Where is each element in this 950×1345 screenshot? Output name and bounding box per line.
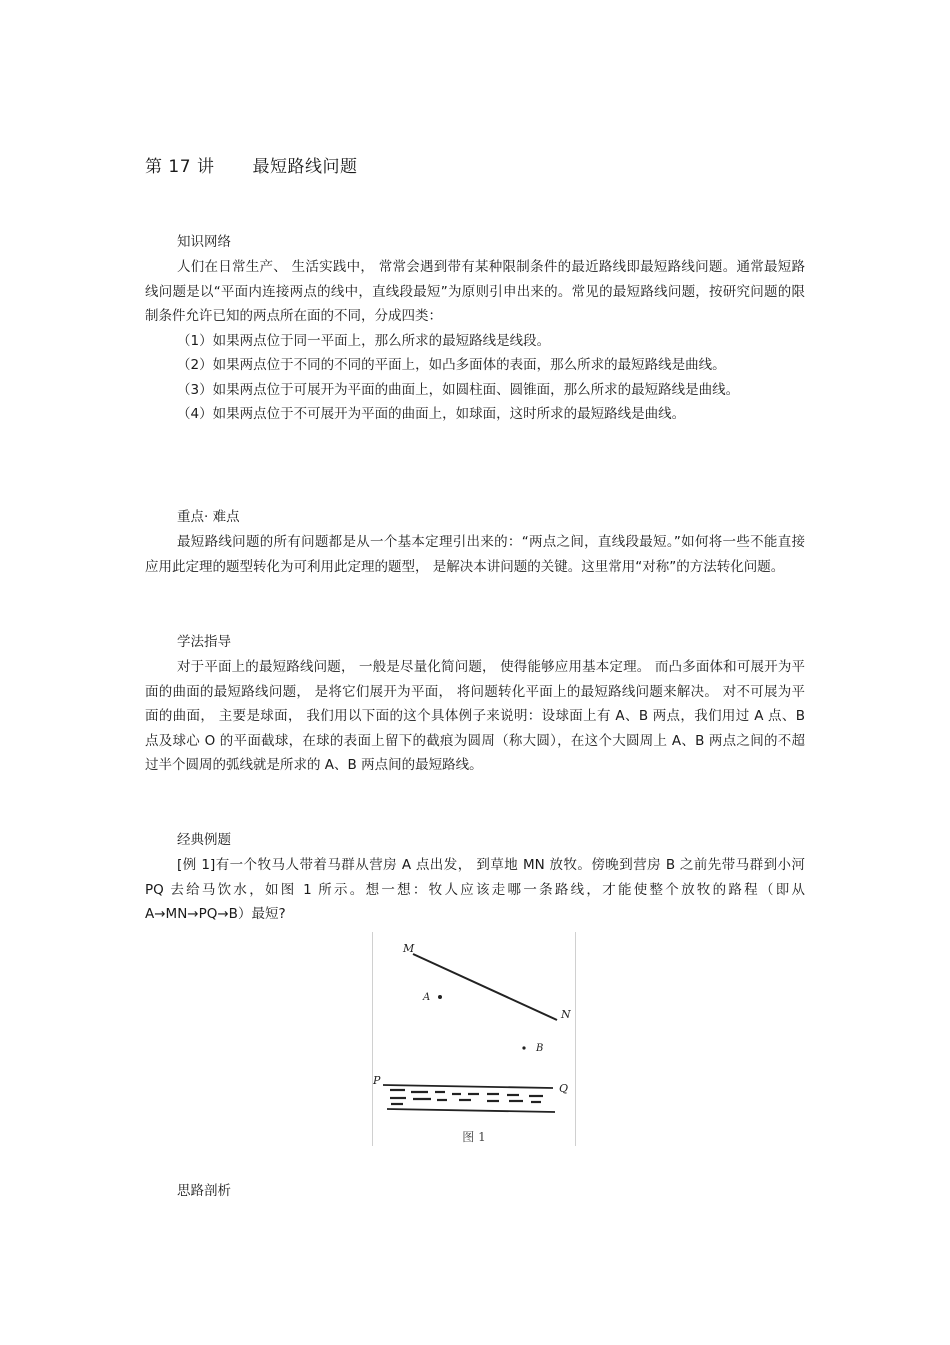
knowledge-section <box>145 229 805 427</box>
knowledge-intro: 人们在日常生产、 生活实践中， 常常会遇到带有某种限制条件的最近路线即最短路线问题。通常最短路线问题是以“平面内连接两点的线中，直线段最短”为原则引申出来的。常见的最短路线问题，按研究问题的限制条件允许已知的两点所在面的不同，分成四类： <box>145 259 805 324</box>
river-waves <box>390 1090 543 1104</box>
label-q: Q <box>559 1082 569 1095</box>
list-item: （2）如果两点位于不同的不同的平面上，如凸多面体的表面，那么所求的最短路线是曲线。 <box>177 357 726 373</box>
label-n: N <box>561 1008 571 1021</box>
line-mn <box>413 954 557 1020</box>
method-text: 对于平面上的最短路线问题， 一般是尽量化简问题， 使得能够应用基本定理。 而凸多面体和可展开为平面的曲面的最短路线问题， 是将它们展开为平面， 将问题转化平面上的最短路线问题来解决。 对不可展为平面的曲面， 主要是球面， 我们用以下面的这个具体例子来说明：设球面上有 A、B 两点，我们用过 A 点、B 点及球心 O 的平面截球，在球的表面上留下的截痕为圆周（称大圆），在这个大圆周上 A、B 两点之间的不超过半个圆周的弧线就是所求的 A、B 两点间的最短路线。 <box>145 659 805 773</box>
figure-caption: 图 1 <box>462 1130 486 1144</box>
section-heading: 思路剖析 <box>177 1183 231 1199</box>
section-heading: 学法指导 <box>177 634 231 650</box>
point-a <box>438 995 442 999</box>
figure-diagram <box>373 932 575 1128</box>
lecture-number: 第 17 讲 <box>145 157 215 177</box>
section-heading: 重点· 难点 <box>177 509 240 525</box>
label-m: M <box>403 942 415 955</box>
label-p: P <box>373 1074 381 1087</box>
keypoints-text: 最短路线问题的所有问题都是从一个基本定理引出来的：“两点之间，直线段最短。”如何将一些不能直接应用此定理的题型转化为可利用此定理的题型， 是解决本讲问题的关键。这里常用“对称”的方法转化问题。 <box>145 534 805 575</box>
figure-1 <box>372 932 576 1146</box>
list-item: （1）如果两点位于同一平面上，那么所求的最短路线是线段。 <box>177 332 551 349</box>
section-heading: 经典例题 <box>177 832 231 848</box>
label-b: B <box>536 1043 544 1054</box>
label-a: A <box>423 992 431 1003</box>
example-1-text: [例 1]有一个牧马人带着马群从营房 A 点出发， 到草地 MN 放牧。傍晚到营房 B 之前先带马群到小河 PQ 去给马饮水，如图 1 所示。想一想：牧人应该走哪一条路线，才能使整个放牧的路程（即从 A→MN→PQ→B）最短? <box>145 857 805 922</box>
method-section <box>145 629 805 778</box>
river-bank-bottom <box>387 1109 555 1112</box>
section-heading: 知识网络 <box>177 234 231 250</box>
list-item: （4）如果两点位于不可展开为平面的曲面上，如球面，这时所求的最短路线是曲线。 <box>177 406 686 422</box>
examples-section <box>145 827 805 927</box>
lecture-topic: 最短路线问题 <box>252 157 358 177</box>
keypoints-section <box>145 504 805 579</box>
list-item: （3）如果两点位于可展开为平面的曲面上，如圆柱面、圆锥面，那么所求的最短路线是曲线。 <box>177 381 740 398</box>
analysis-section <box>145 1178 805 1204</box>
page-title <box>145 152 357 177</box>
point-b <box>522 1046 525 1049</box>
river-bank-top <box>383 1085 553 1088</box>
